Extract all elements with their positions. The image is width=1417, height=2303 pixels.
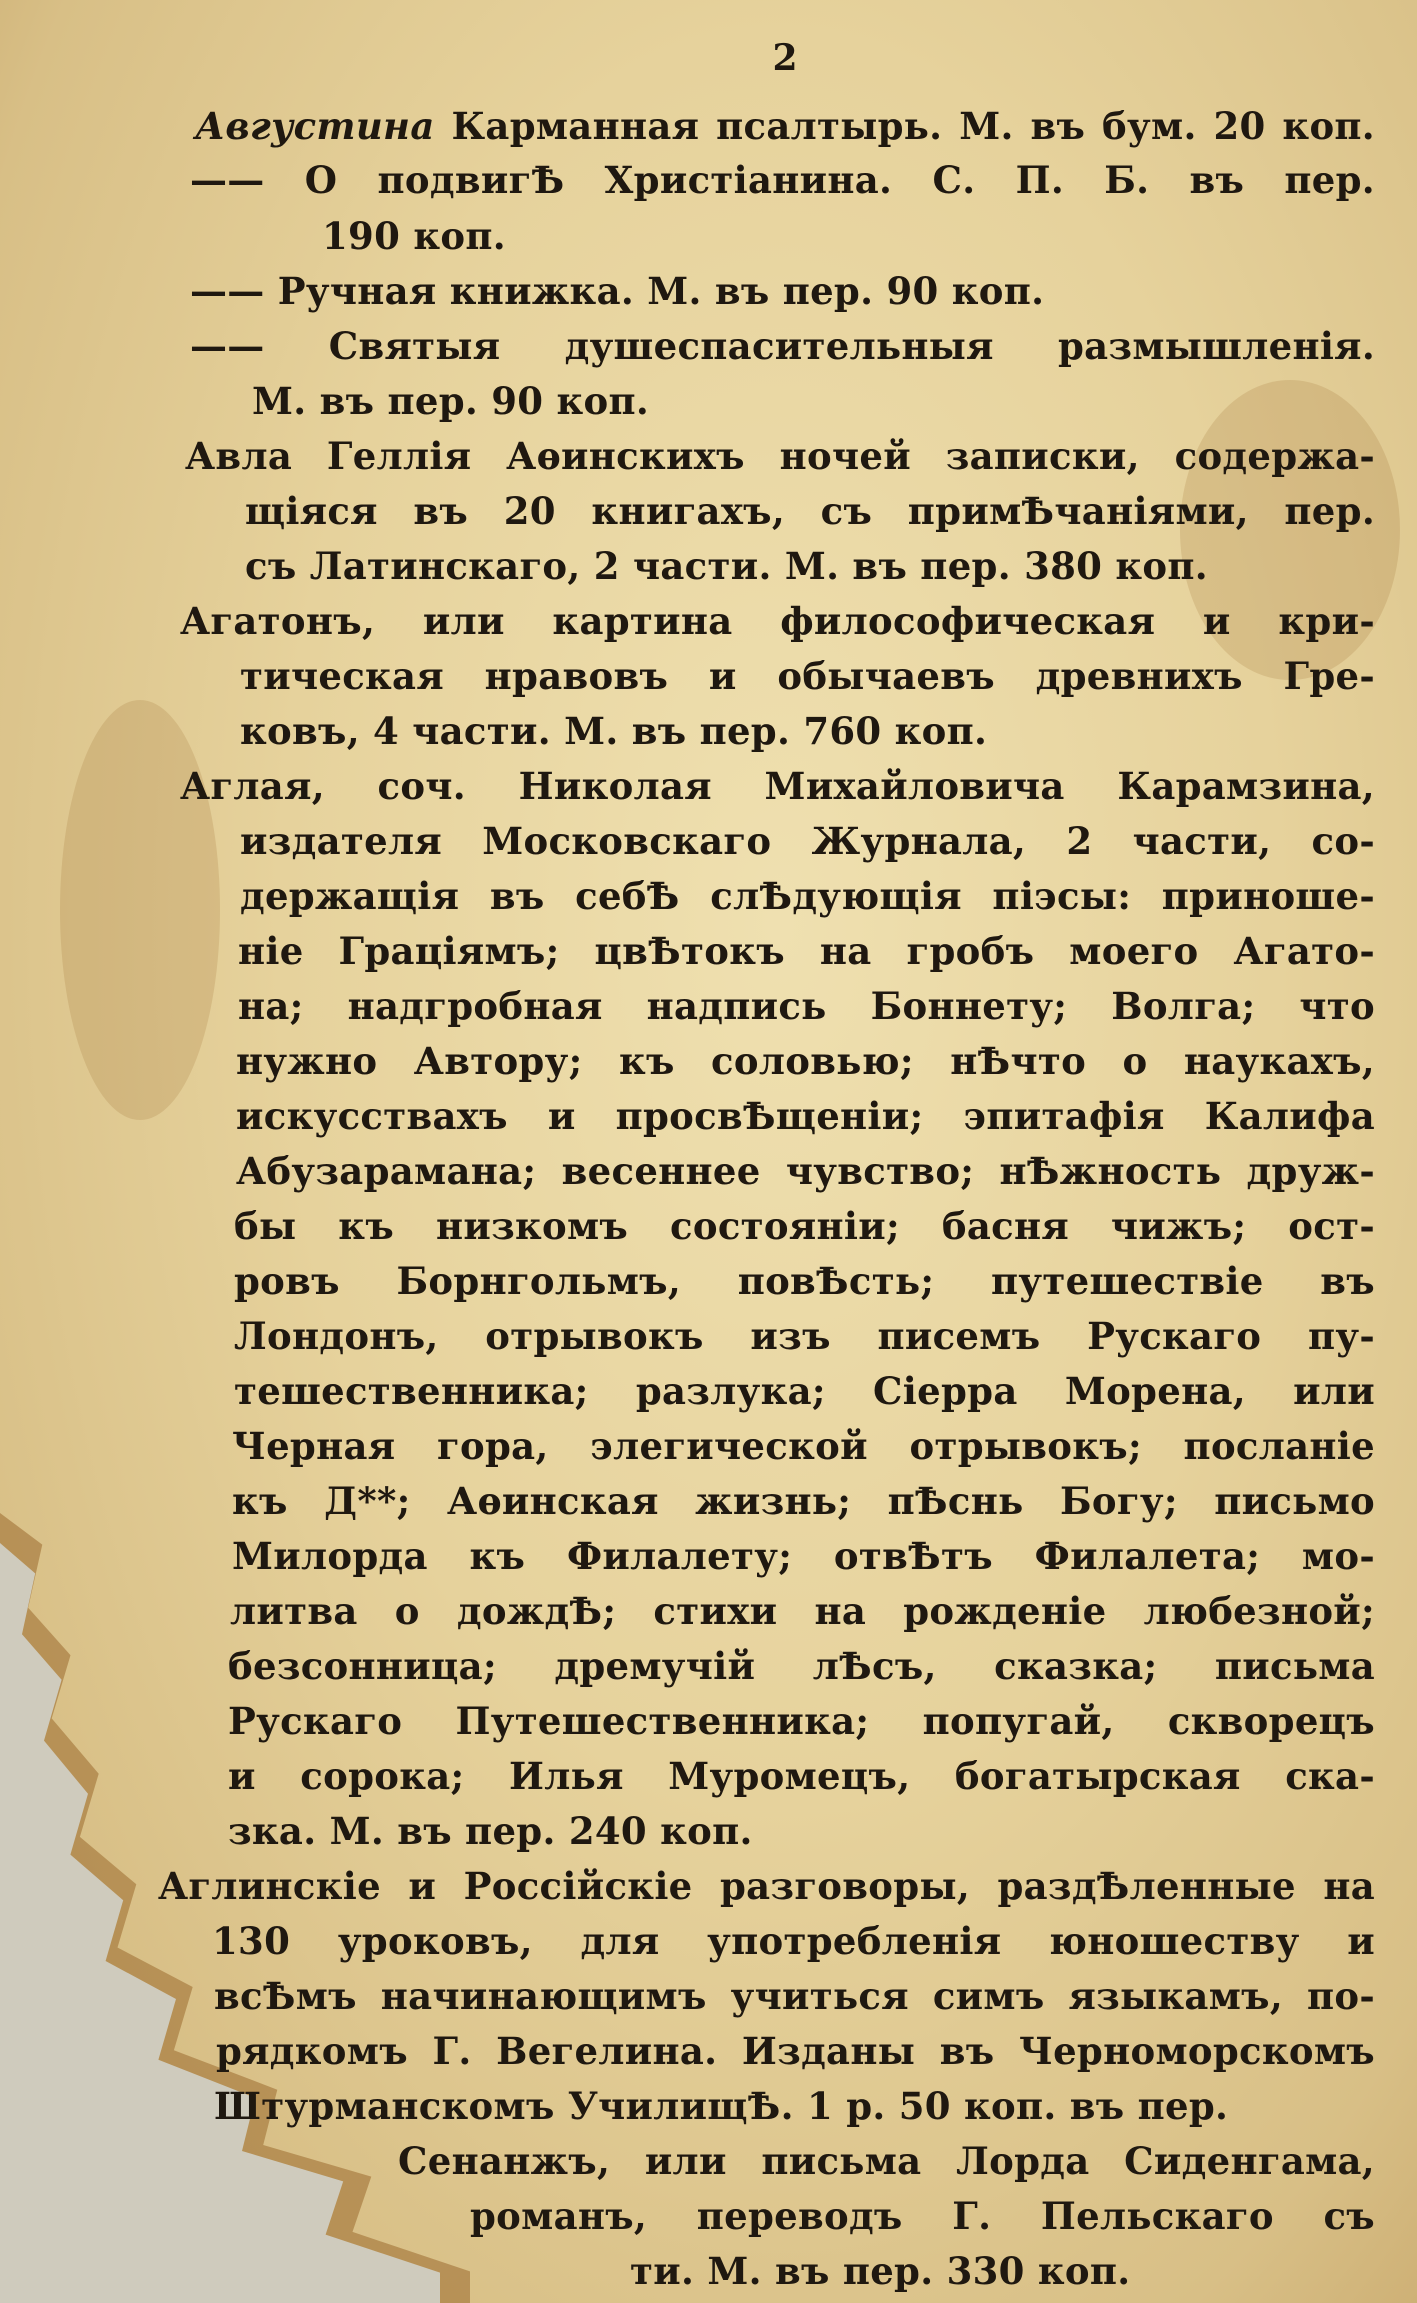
catalog-line: держащія въ себѢ слѢдующія піэсы: приноше- [240,874,1375,918]
catalog-line: нужно Автору; къ соловью; нѢчто о наукахъ, [236,1039,1375,1083]
catalog-line: ровъ Борнгольмъ, повѢсть; путешествіе въ [234,1259,1375,1303]
catalog-line: бы къ низкомъ состояніи; басня чижъ; ост- [234,1204,1375,1248]
page-number: 2 [772,37,798,79]
catalog-line: М. въ пер. 90 коп. [252,379,650,423]
catalog-line: —— Святыя душеспасительныя размышленія. [190,324,1375,368]
catalog-line: зка. М. въ пер. 240 коп. [228,1809,753,1853]
catalog-line: Милорда къ Филалету; отвѢтъ Филалета; мо- [232,1534,1375,1578]
catalog-line: къ Д**; Аѳинская жизнь; пѢснь Богу; письмо [232,1479,1375,1523]
catalog-line: рядкомъ Г. Вегелина. Изданы въ Черноморскомъ [216,2029,1375,2073]
catalog-line: Авла Геллія Аѳинскихъ ночей записки, содержа- [185,434,1375,478]
catalog-line: тешественника; разлука; Сіерра Морена, или [234,1369,1375,1413]
catalog-line: Сенанжъ, или письма Лорда Сиденгама, [398,2139,1375,2183]
author-name: Августина [195,104,435,148]
catalog-line: всѢмъ начинающимъ учиться симъ языкамъ, по- [214,1974,1375,2018]
catalog-line: ти. М. въ пер. 330 коп. [630,2249,1131,2293]
catalog-line: литва о дождѢ; стихи на рожденіе любезной; [230,1589,1375,1633]
catalog-line: Аглинскіе и Россійскіе разговоры, раздѢленные на [158,1864,1375,1908]
catalog-line: Черная гора, элегической отрывокъ; посланіе [232,1424,1375,1468]
catalog-line: искусствахъ и просвѢщеніи; эпитафія Калифа [236,1094,1375,1138]
catalog-line: Абузарамана; весеннее чувство; нѢжность друж- [236,1149,1375,1193]
entry-text: Карманная псалтырь. М. въ бум. 20 коп. [434,104,1375,148]
catalog-line: ніе Граціямъ; цвѢтокъ на гробъ моего Агато- [238,929,1375,973]
catalog-line: 130 уроковъ, для употребленія юношеству и [212,1919,1375,1963]
catalog-line: романъ, переводъ Г. Пельскаго съ [470,2194,1375,2238]
catalog-line: на; надгробная надпись Боннету; Волга; что [238,984,1375,1028]
catalog-line: тическая нравовъ и обычаевъ древнихъ Гре- [240,654,1375,698]
catalog-line: ковъ, 4 части. М. въ пер. 760 коп. [240,709,988,753]
catalog-line: и сорока; Илья Муромецъ, богатырская ска- [228,1754,1375,1798]
catalog-line: —— Ручная книжка. М. въ пер. 90 коп. [190,269,1045,313]
catalog-line: —— О подвигѢ Христіанина. С. П. Б. въ пер. [190,158,1375,202]
catalog-line: Аглая, соч. Николая Михайловича Карамзина, [180,764,1375,808]
catalog-line: издателя Московскаго Журнала, 2 части, со- [240,819,1375,863]
catalog-line: Агатонъ, или картина философическая и кри- [180,599,1375,643]
catalog-line [195,104,1375,148]
catalog-line: 190 коп. [322,214,506,258]
catalog-line: Лондонъ, отрывокъ изъ писемъ Рускаго пу- [234,1314,1375,1358]
catalog-line: безсонница; дремучій лѢсъ, сказка; письма [228,1644,1375,1688]
catalog-line: Штурманскомъ УчилищѢ. 1 р. 50 коп. въ пер. [214,2084,1229,2128]
catalog-line: съ Латинскаго, 2 части. М. въ пер. 380 коп. [245,544,1208,588]
catalog-line: Рускаго Путешественника; попугай, скворецъ [228,1699,1375,1743]
catalog-line: щіяся въ 20 книгахъ, съ примѢчаніями, пер. [245,489,1375,533]
